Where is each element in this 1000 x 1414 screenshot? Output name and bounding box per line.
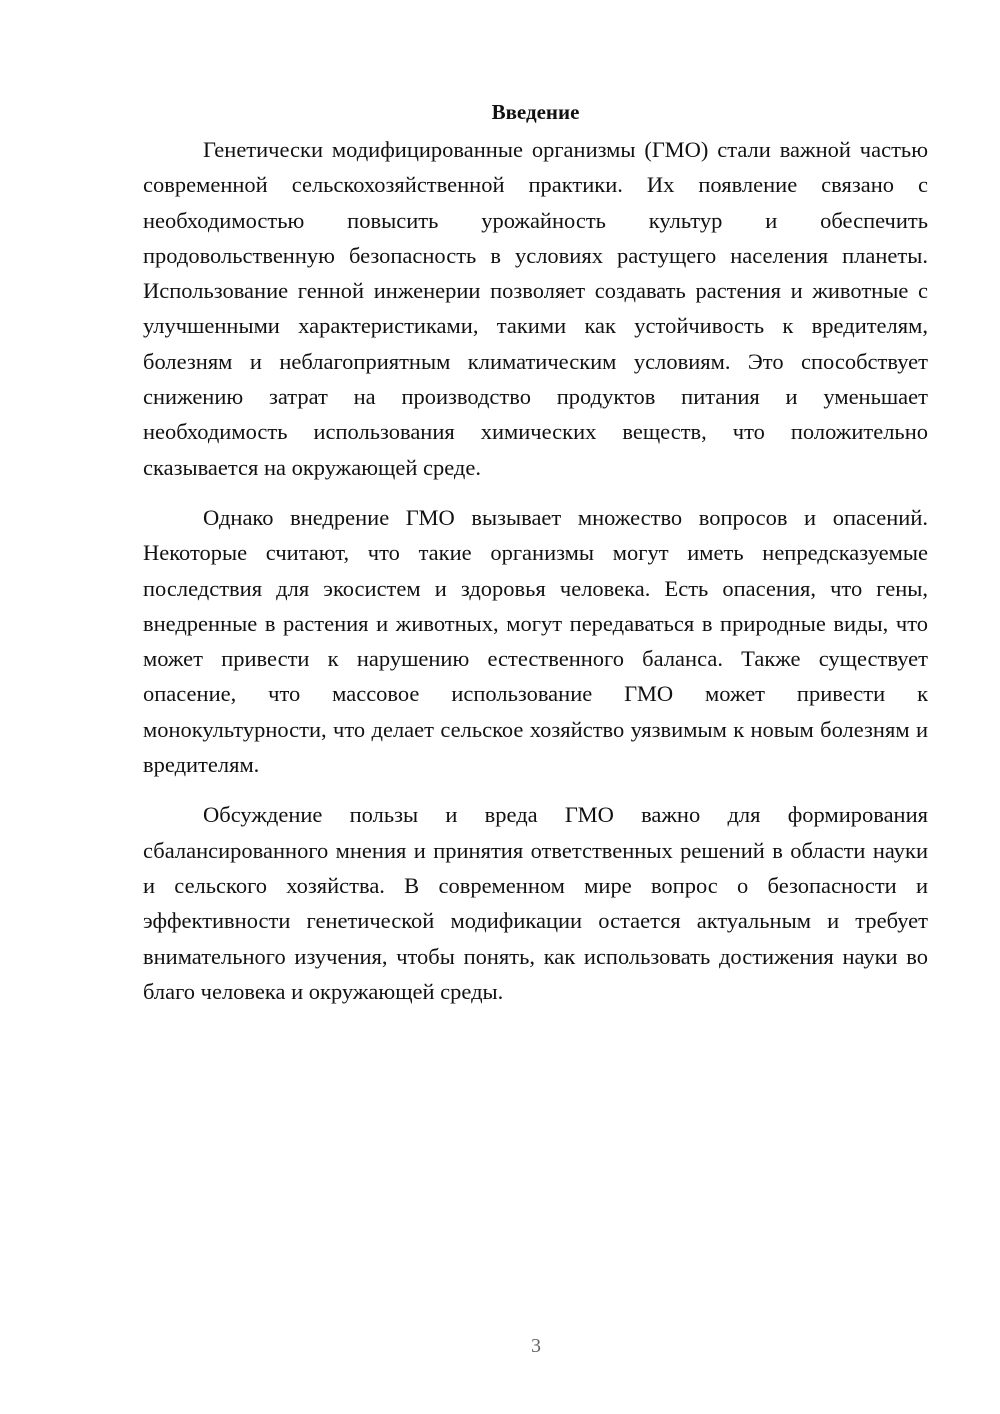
- paragraph-3: Обсуждение пользы и вреда ГМО важно для формирования сбалансированного мнения и принятия ответственных решений в области науки и сельского хозяйства. В современном мире вопрос о безопасности и эффективности генетической модификации остается актуальным и требует внимательного изучения, чтобы понять, как использовать достижения науки во благо человека и окружающей среды.: [143, 802, 928, 1004]
- page-content: [143, 98, 928, 1024]
- paragraph-2: Однако внедрение ГМО вызывает множество вопросов и опасений. Некоторые считают, что такие организмы могут иметь непредсказуемые последствия для экосистем и здоровья человека. Есть опасения, что гены, внедренные в растения и животных, могут передаваться в природные виды, что может привести к нарушению естественного баланса. Также существует опасение, что массовое использование ГМО может привести к монокультурности, что делает сельское хозяйство уязвимым к новым болезням и вредителям.: [143, 504, 928, 778]
- section-heading: Введение: [491, 100, 580, 124]
- page-number: 3: [531, 1335, 541, 1357]
- paragraph-1: Генетически модифицированные организмы (ГМО) стали важной частью современной сельскохозяйственной практики. Их появление связано с необходимостью повысить урожайность культур и обеспечить продовольственную безопасность в условиях растущего населения планеты. Использование генной инженерии позволяет создавать растения и животные с улучшенными характеристиками, такими как устойчивость к вредителям, болезням и неблагоприятным климатическим условиям. Это способствует снижению затрат на производство продуктов питания и уменьшает необходимость использования химических веществ, что положительно сказывается на окружающей среде.: [143, 137, 928, 480]
